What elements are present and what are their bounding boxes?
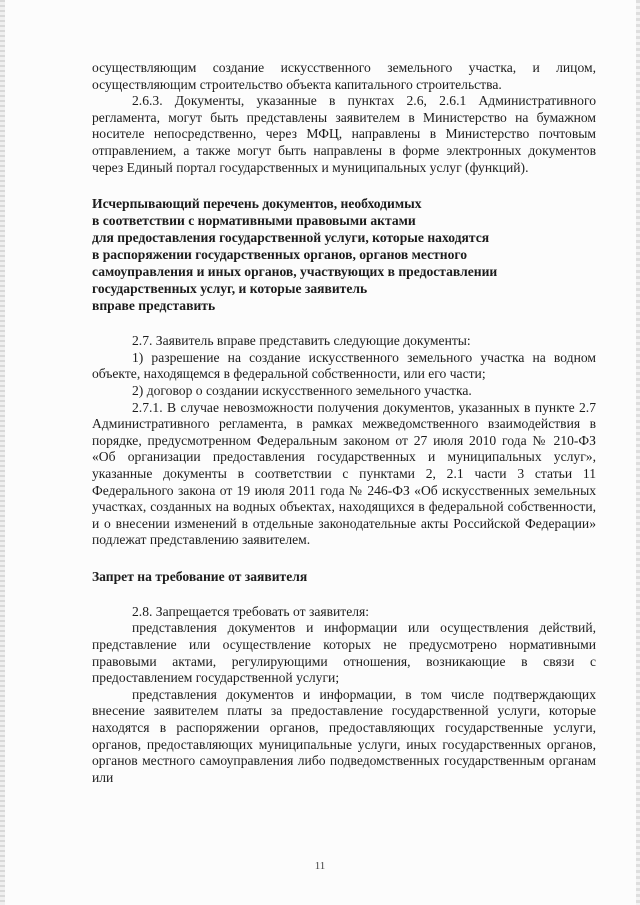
paragraph-2-8-1: представления документов и информации или осуществления действий, представление или осуществление которых не предусмотрено нормативными правовыми актами, регулирующими отношения, возникающие в связи с предоставлением государственной услуги; (92, 620, 596, 686)
paragraph-2-7-1: 2.7.1. В случае невозможности получения документов, указанных в пункте 2.7 Административного регламента, в рамках межведомственного взаимодействия в порядке, предусмотренном Федеральным законом от 27 июля 2010 года № 210-ФЗ «Об организации предоставления государственных и муниципальных услуг», указанные документы в соответствии с пунктами 2, 2.1 части 3 статьи 11 Федерального закона от 19 июля 2011 года № 246-ФЗ «Об искусственных земельных участках, созданных на водных объектах, находящихся в федеральной собственности, и о внесении изменений в отдельные законодательные акты Российской Федерации» подлежат представлению заявителем. (92, 399, 596, 548)
continuation-paragraph: осуществляющим создание искусственного земельного участка, и лицом, осуществляющим строительство объекта капитального строительства. (92, 60, 596, 92)
paragraph-2-8-2: представления документов и информации, в том числе подтверждающих внесение заявителем платы за предоставление государственной услуги, которые находятся в распоряжении органов, предоставляющих государственные услуги, органов, предоставляющих муниципальные услуги, иных государственных органов, органов местного самоуправления либо подведомственных государственным органам или (92, 686, 596, 785)
heading-line: вправе представить (92, 298, 216, 314)
heading-line: государственных услуг, и которые заявитель (92, 281, 368, 297)
heading-line: в соответствии с нормативными правовыми актами (92, 213, 416, 229)
heading-line: для предоставления государственной услуги, которые находятся (92, 230, 490, 246)
page-number: 11 (314, 860, 326, 872)
section-heading-documents-list (92, 195, 596, 314)
paragraph-2-7-intro: 2.7. Заявитель вправе представить следующие документы: (132, 333, 471, 349)
paragraph-2-7-item-1: 1) разрешение на создание искусственного земельного участка на водном объекте, находящемся в федеральной собственности, или его части; (92, 349, 596, 382)
heading-line: Исчерпывающий перечень документов, необходимых (92, 196, 422, 212)
scan-edge-left (0, 0, 5, 905)
paragraph-2-8-intro: 2.8. Запрещается требовать от заявителя: (132, 603, 370, 619)
section-heading-prohibition: Запрет на требование от заявителя (92, 568, 308, 584)
paragraph-2-7-item-2: 2) договор о создании искусственного земельного участка. (132, 382, 472, 398)
heading-line: самоуправления и иных органов, участвующих в предоставлении (92, 264, 498, 280)
paragraph-2-6-3: 2.6.3. Документы, указанные в пунктах 2.6, 2.6.1 Административного регламента, могут быть представлены заявителем в Министерство на бумажном носителе непосредственно, через МФЦ, направлены в Министерство почтовым отправлением, а также могут быть направлены в форме электронных документов через Единый портал государственных и муниципальных услуг (функций). (92, 93, 596, 175)
heading-line: в распоряжении государственных органов, органов местного (92, 247, 468, 263)
scan-edge-right (636, 0, 640, 905)
